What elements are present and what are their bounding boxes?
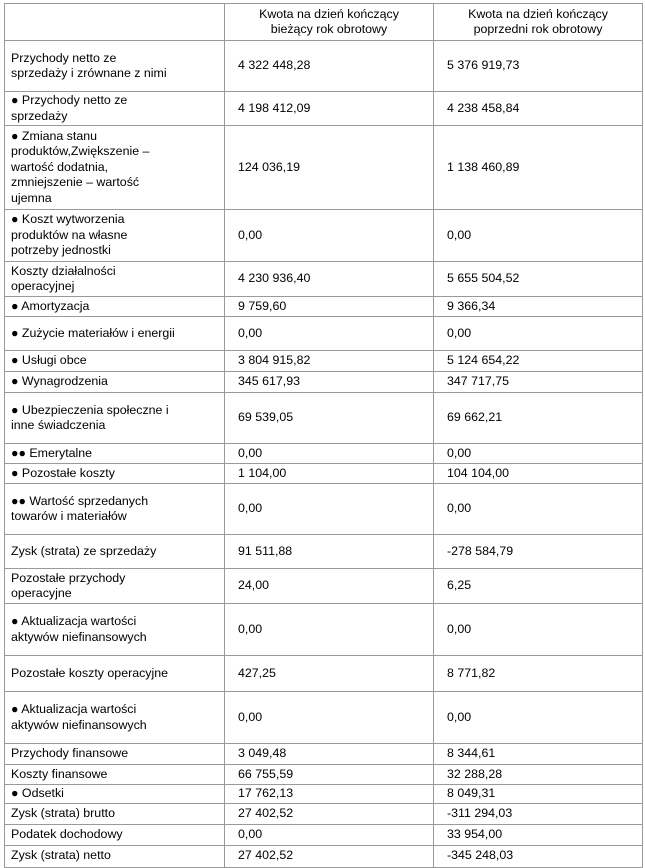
row-label: Koszty działalności operacyjnej bbox=[5, 262, 225, 297]
row-label: ● Zmiana stanu produktów,Zwiększenie – wartość dodatnia, zmniejszenie – wartość ujemna bbox=[5, 126, 225, 210]
table-row bbox=[5, 351, 643, 372]
row-previous-value: 0,00 bbox=[434, 692, 643, 744]
row-current-value: 0,00 bbox=[225, 484, 434, 535]
row-previous-value: 5 124 654,22 bbox=[434, 351, 643, 372]
row-previous-value: 33 954,00 bbox=[434, 824, 643, 845]
table-row bbox=[5, 604, 643, 656]
table-row bbox=[5, 210, 643, 262]
table-row bbox=[5, 535, 643, 569]
row-current-value: 427,25 bbox=[225, 656, 434, 692]
row-current-value: 24,00 bbox=[225, 569, 434, 604]
table-row bbox=[5, 372, 643, 393]
row-label: ●● Emerytalne bbox=[5, 444, 225, 464]
row-previous-value: 0,00 bbox=[434, 604, 643, 656]
table-row bbox=[5, 765, 643, 785]
row-label: ● Przychody netto ze sprzedaży bbox=[5, 92, 225, 126]
row-previous-value: 1 138 460,89 bbox=[434, 126, 643, 210]
row-previous-value: 5 655 504,52 bbox=[434, 262, 643, 297]
row-previous-value: -278 584,79 bbox=[434, 535, 643, 569]
row-label: ● Ubezpieczenia społeczne i inne świadczenia bbox=[5, 393, 225, 444]
table-row bbox=[5, 824, 643, 845]
table-row bbox=[5, 569, 643, 604]
row-current-value: 27 402,52 bbox=[225, 845, 434, 867]
table-row bbox=[5, 92, 643, 126]
table-row bbox=[5, 484, 643, 535]
row-previous-value: -345 248,03 bbox=[434, 845, 643, 867]
row-label: ●● Wartość sprzedanych towarów i materiałów bbox=[5, 484, 225, 535]
row-label: Przychody netto ze sprzedaży i zrównane z nimi bbox=[5, 41, 225, 92]
header-current-year-line-2: bieżący rok obrotowy bbox=[270, 22, 388, 36]
table-row bbox=[5, 845, 643, 867]
row-current-value: 4 230 936,40 bbox=[225, 262, 434, 297]
row-label: ● Odsetki bbox=[5, 785, 225, 804]
table-row bbox=[5, 297, 643, 317]
header-previous-year-line-2: poprzedni rok obrotowy bbox=[473, 22, 603, 36]
header-row bbox=[5, 4, 643, 41]
header-current-year-line-1: Kwota na dzień kończący bbox=[259, 6, 399, 21]
row-current-value: 3 049,48 bbox=[225, 744, 434, 765]
header-previous-year-line-1: Kwota na dzień kończący bbox=[468, 6, 608, 21]
row-current-value: 0,00 bbox=[225, 444, 434, 464]
row-label: Przychody finansowe bbox=[5, 744, 225, 765]
row-previous-value: 104 104,00 bbox=[434, 464, 643, 484]
row-label: Zysk (strata) netto bbox=[5, 845, 225, 867]
header-item-column bbox=[5, 4, 225, 41]
row-current-value: 0,00 bbox=[225, 824, 434, 845]
header-current-year bbox=[225, 4, 434, 41]
table-row bbox=[5, 785, 643, 804]
row-current-value: 27 402,52 bbox=[225, 803, 434, 824]
row-label: ● Aktualizacja wartości aktywów niefinansowych bbox=[5, 692, 225, 744]
row-previous-value: 8 049,31 bbox=[434, 785, 643, 804]
row-label: ● Wynagrodzenia bbox=[5, 372, 225, 393]
row-current-value: 124 036,19 bbox=[225, 126, 434, 210]
row-previous-value: 8 771,82 bbox=[434, 656, 643, 692]
header-previous-year bbox=[434, 4, 643, 41]
table-row bbox=[5, 656, 643, 692]
row-previous-value: 0,00 bbox=[434, 484, 643, 535]
table-row bbox=[5, 126, 643, 210]
row-current-value: 0,00 bbox=[225, 317, 434, 351]
table-row bbox=[5, 744, 643, 765]
row-previous-value: 8 344,61 bbox=[434, 744, 643, 765]
table-row bbox=[5, 464, 643, 484]
row-label: Podatek dochodowy bbox=[5, 824, 225, 845]
row-previous-value: 0,00 bbox=[434, 444, 643, 464]
row-previous-value: 69 662,21 bbox=[434, 393, 643, 444]
row-previous-value: 347 717,75 bbox=[434, 372, 643, 393]
row-label: ● Pozostałe koszty bbox=[5, 464, 225, 484]
row-label: Zysk (strata) brutto bbox=[5, 803, 225, 824]
row-current-value: 4 322 448,28 bbox=[225, 41, 434, 92]
row-previous-value: 32 288,28 bbox=[434, 765, 643, 785]
row-current-value: 17 762,13 bbox=[225, 785, 434, 804]
row-label: Pozostałe koszty operacyjne bbox=[5, 656, 225, 692]
row-current-value: 1 104,00 bbox=[225, 464, 434, 484]
row-current-value: 3 804 915,82 bbox=[225, 351, 434, 372]
row-current-value: 4 198 412,09 bbox=[225, 92, 434, 126]
row-current-value: 0,00 bbox=[225, 210, 434, 262]
row-previous-value: 9 366,34 bbox=[434, 297, 643, 317]
row-previous-value: -311 294,03 bbox=[434, 803, 643, 824]
table-row bbox=[5, 317, 643, 351]
row-label: ● Amortyzacja bbox=[5, 297, 225, 317]
table-row bbox=[5, 262, 643, 297]
row-label: Koszty finansowe bbox=[5, 765, 225, 785]
table-row bbox=[5, 41, 643, 92]
row-current-value: 9 759,60 bbox=[225, 297, 434, 317]
table-row bbox=[5, 803, 643, 824]
row-label: ● Zużycie materiałów i energii bbox=[5, 317, 225, 351]
row-current-value: 91 511,88 bbox=[225, 535, 434, 569]
row-current-value: 0,00 bbox=[225, 692, 434, 744]
row-label: ● Koszt wytworzenia produktów na własne potrzeby jednostki bbox=[5, 210, 225, 262]
financial-statement-table bbox=[4, 3, 643, 868]
row-previous-value: 0,00 bbox=[434, 317, 643, 351]
row-label: Pozostałe przychody operacyjne bbox=[5, 569, 225, 604]
row-previous-value: 6,25 bbox=[434, 569, 643, 604]
row-previous-value: 5 376 919,73 bbox=[434, 41, 643, 92]
row-previous-value: 0,00 bbox=[434, 210, 643, 262]
table-row bbox=[5, 444, 643, 464]
row-current-value: 66 755,59 bbox=[225, 765, 434, 785]
row-current-value: 69 539,05 bbox=[225, 393, 434, 444]
row-label: ● Aktualizacja wartości aktywów niefinansowych bbox=[5, 604, 225, 656]
row-previous-value: 4 238 458,84 bbox=[434, 92, 643, 126]
row-label: ● Usługi obce bbox=[5, 351, 225, 372]
table-row bbox=[5, 692, 643, 744]
table-row bbox=[5, 393, 643, 444]
row-current-value: 0,00 bbox=[225, 604, 434, 656]
row-current-value: 345 617,93 bbox=[225, 372, 434, 393]
row-label: Zysk (strata) ze sprzedaży bbox=[5, 535, 225, 569]
